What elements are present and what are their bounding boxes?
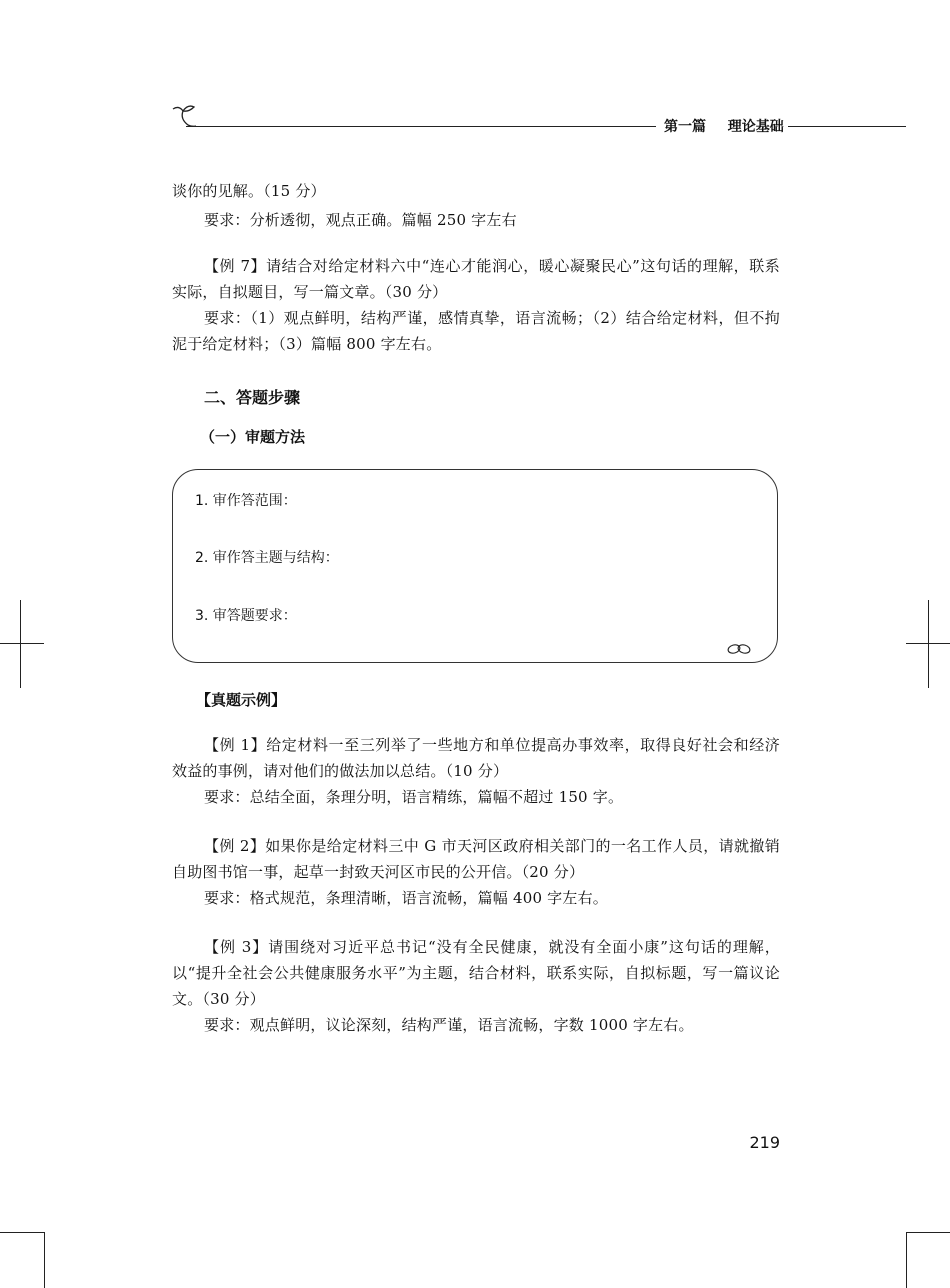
- box-item-requirements: 3. 审答题要求：: [195, 608, 297, 624]
- example-7-requirement: 要求：（1）观点鲜明，结构严谨，感情真挚，语言流畅；（2）结合给定材料，但不拘泥于给定材料；（3）篇幅 800 字左右。: [172, 309, 780, 353]
- section-heading: 二、答题步骤: [204, 388, 301, 407]
- example-3-block: [172, 934, 780, 1038]
- intro-line: 谈你的见解。（15 分）: [172, 182, 326, 200]
- example-2-requirement: 要求：格式规范，条理清晰，语言流畅，篇幅 400 字左右。: [204, 889, 608, 907]
- header-rule-right: [788, 126, 906, 127]
- examples-heading: 【真题示例】: [196, 691, 287, 709]
- box-item-theme: 2. 审作答主题与结构：: [195, 550, 339, 566]
- crop-mark-right-v: [928, 600, 929, 688]
- subsection-heading: （一）审题方法: [200, 428, 306, 446]
- example-1-text: 【例 1】给定材料一至三列举了一些地方和单位提高办事效率，取得良好社会和经济效益的事例，请对他们的做法加以总结。（10 分）: [172, 736, 780, 780]
- example-7-block: [172, 253, 780, 357]
- crop-mark-bottom-left-v: [44, 1232, 45, 1288]
- intro-block: [172, 178, 780, 233]
- example-2-block: [172, 833, 780, 911]
- header-title: 理论基础: [727, 119, 784, 135]
- crop-mark-left-v: [20, 600, 21, 688]
- crop-mark-right-h: [906, 643, 950, 644]
- header-part: 第一篇: [664, 119, 706, 135]
- header-leaf-icon: [170, 103, 198, 135]
- box-leaf-icon: [727, 641, 753, 660]
- page-number: 219: [749, 1133, 780, 1152]
- box-item-scope: 1. 审作答范围：: [195, 493, 297, 509]
- crop-mark-bottom-right: [906, 1232, 950, 1233]
- header-rule-left: [186, 126, 656, 127]
- example-2-text: 【例 2】如果你是给定材料三中 G 市天河区政府相关部门的一名工作人员，请就撤销自助图书馆一事，起草一封致天河区市民的公开信。（20 分）: [172, 837, 780, 881]
- example-1-block: [172, 732, 780, 810]
- example-3-requirement: 要求：观点鲜明，议论深刻，结构严谨，语言流畅，字数 1000 字左右。: [204, 1016, 694, 1034]
- intro-requirement: 要求：分析透彻，观点正确。篇幅 250 字左右: [204, 211, 517, 229]
- crop-mark-left-h: [0, 643, 44, 644]
- review-method-box: [172, 469, 778, 663]
- crop-mark-bottom-left: [0, 1232, 44, 1233]
- example-3-text: 【例 3】请围绕对习近平总书记“没有全民健康，就没有全面小康”这句话的理解，以“提升全社会公共健康服务水平”为主题，结合材料，联系实际，自拟标题，写一篇议论文。（30 分）: [172, 938, 780, 1008]
- example-1-requirement: 要求：总结全面，条理分明，语言精练，篇幅不超过 150 字。: [204, 788, 624, 806]
- crop-mark-bottom-right-v: [906, 1232, 907, 1288]
- header-chapter: [664, 116, 784, 136]
- example-7-text: 【例 7】请结合对给定材料六中“连心才能润心，暖心凝聚民心”这句话的理解，联系实际，自拟题目，写一篇文章。（30 分）: [172, 257, 780, 301]
